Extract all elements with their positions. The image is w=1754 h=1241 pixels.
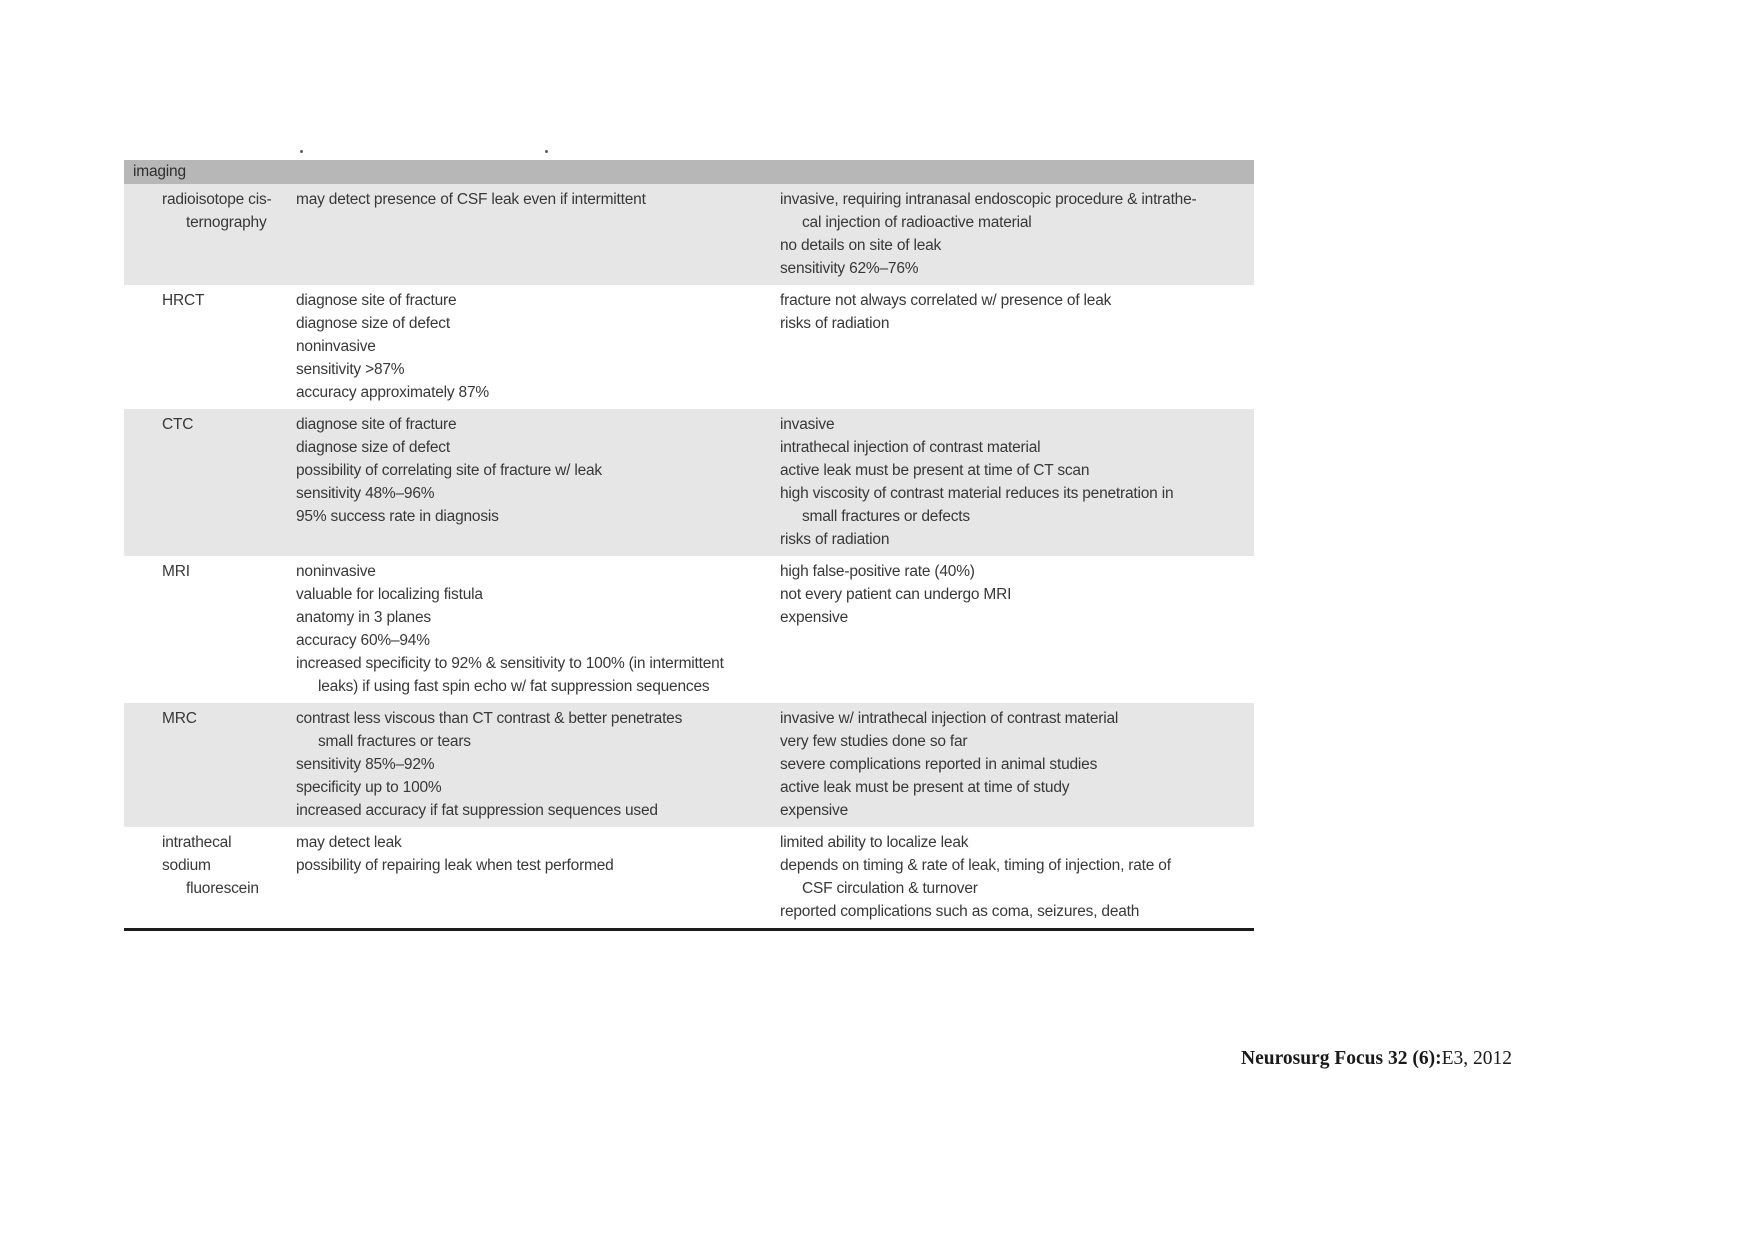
advantages-cell bbox=[284, 707, 774, 822]
text-line: diagnose size of defect bbox=[296, 315, 450, 332]
table-body bbox=[124, 184, 1254, 928]
text-line: sensitivity 48%–96% bbox=[296, 485, 435, 502]
text-line: intrathecal injection of contrast material bbox=[780, 439, 1041, 456]
text-line: active leak must be present at time of CT scan bbox=[780, 462, 1090, 479]
table-row bbox=[124, 184, 1254, 285]
text-line: no details on site of leak bbox=[780, 237, 942, 254]
table-row bbox=[124, 827, 1254, 928]
table-row bbox=[124, 556, 1254, 703]
table-row bbox=[124, 285, 1254, 409]
text-line: anatomy in 3 planes bbox=[296, 609, 431, 626]
disadvantages-cell bbox=[774, 560, 1254, 698]
journal-citation bbox=[1241, 1048, 1512, 1070]
text-line: specificity up to 100% bbox=[296, 779, 442, 796]
table-section-header: imaging bbox=[124, 160, 1254, 184]
journal-citation-bold: Neurosurg Focus 32 (6): bbox=[1240, 1048, 1442, 1069]
advantages-cell bbox=[284, 413, 774, 551]
text-line: accuracy approximately 87% bbox=[296, 384, 489, 401]
text-line: valuable for localizing fistula bbox=[296, 586, 483, 603]
text-line: radioisotope cis- bbox=[162, 191, 272, 208]
text-line: leaks) if using fast spin echo w/ fat suppression sequences bbox=[318, 678, 710, 695]
text-line: reported complications such as coma, seizures, death bbox=[780, 903, 1140, 920]
text-line: MRC bbox=[162, 710, 197, 727]
imaging-comparison-table bbox=[124, 160, 1254, 931]
disadvantages-cell bbox=[774, 413, 1254, 551]
text-line: fluorescein bbox=[186, 880, 259, 897]
text-line: HRCT bbox=[162, 292, 205, 309]
text-line: limited ability to localize leak bbox=[780, 834, 969, 851]
text-line: possibility of repairing leak when test performed bbox=[296, 857, 614, 874]
text-line: expensive bbox=[780, 802, 848, 819]
text-line: sensitivity 85%–92% bbox=[296, 756, 435, 773]
text-line: possibility of correlating site of fracture w/ leak bbox=[296, 462, 602, 479]
text-line: noninvasive bbox=[296, 563, 376, 580]
text-line: risks of radiation bbox=[780, 531, 890, 548]
disadvantages-cell bbox=[774, 831, 1254, 923]
advantages-cell bbox=[284, 289, 774, 404]
text-line: invasive w/ intrathecal injection of contrast material bbox=[780, 710, 1119, 727]
method-cell bbox=[124, 188, 284, 280]
text-line: contrast less viscous than CT contrast & better penetrates bbox=[296, 710, 683, 727]
method-cell bbox=[124, 289, 284, 404]
text-line: ternography bbox=[186, 214, 267, 231]
text-line: diagnose site of fracture bbox=[296, 416, 457, 433]
table-row bbox=[124, 703, 1254, 827]
cropped-text-artifact bbox=[300, 150, 303, 153]
text-line: cal injection of radioactive material bbox=[802, 214, 1032, 231]
text-line: may detect presence of CSF leak even if intermittent bbox=[296, 191, 646, 208]
method-cell bbox=[124, 413, 284, 551]
text-line: accuracy 60%–94% bbox=[296, 632, 430, 649]
text-line: fracture not always correlated w/ presence of leak bbox=[780, 292, 1112, 309]
method-cell bbox=[124, 707, 284, 822]
text-line: 95% success rate in diagnosis bbox=[296, 508, 499, 525]
advantages-cell bbox=[284, 831, 774, 923]
text-line: increased specificity to 92% & sensitivity to 100% (in intermittent bbox=[296, 655, 724, 672]
text-line: depends on timing & rate of leak, timing of injection, rate of bbox=[780, 857, 1171, 874]
text-line: expensive bbox=[780, 609, 848, 626]
text-line: MRI bbox=[162, 563, 190, 580]
text-line: severe complications reported in animal studies bbox=[780, 756, 1098, 773]
table-row bbox=[124, 409, 1254, 556]
text-line: very few studies done so far bbox=[780, 733, 968, 750]
cropped-text-artifact bbox=[545, 150, 548, 153]
text-line: invasive bbox=[780, 416, 835, 433]
text-line: sensitivity >87% bbox=[296, 361, 405, 378]
text-line: CSF circulation & turnover bbox=[802, 880, 978, 897]
text-line: sensitivity 62%–76% bbox=[780, 260, 919, 277]
text-line: risks of radiation bbox=[780, 315, 890, 332]
method-cell bbox=[124, 831, 284, 923]
text-line: may detect leak bbox=[296, 834, 402, 851]
text-line: diagnose size of defect bbox=[296, 439, 450, 456]
advantages-cell bbox=[284, 560, 774, 698]
text-line: high false-positive rate (40%) bbox=[780, 563, 975, 580]
disadvantages-cell bbox=[774, 707, 1254, 822]
text-line: high viscosity of contrast material reduces its penetration in bbox=[780, 485, 1174, 502]
text-line: noninvasive bbox=[296, 338, 376, 355]
text-line: diagnose site of fracture bbox=[296, 292, 457, 309]
advantages-cell bbox=[284, 188, 774, 280]
disadvantages-cell bbox=[774, 188, 1254, 280]
text-line: active leak must be present at time of study bbox=[780, 779, 1070, 796]
text-line: invasive, requiring intranasal endoscopic procedure & intrathe- bbox=[780, 191, 1197, 208]
text-line: CTC bbox=[162, 416, 194, 433]
text-line: intrathecal sodium bbox=[162, 834, 232, 874]
journal-citation-regular: E3, 2012 bbox=[1441, 1048, 1512, 1069]
text-line: small fractures or tears bbox=[318, 733, 471, 750]
text-line: not every patient can undergo MRI bbox=[780, 586, 1012, 603]
disadvantages-cell bbox=[774, 289, 1254, 404]
text-line: increased accuracy if fat suppression sequences used bbox=[296, 802, 658, 819]
method-cell bbox=[124, 560, 284, 698]
text-line: small fractures or defects bbox=[802, 508, 970, 525]
